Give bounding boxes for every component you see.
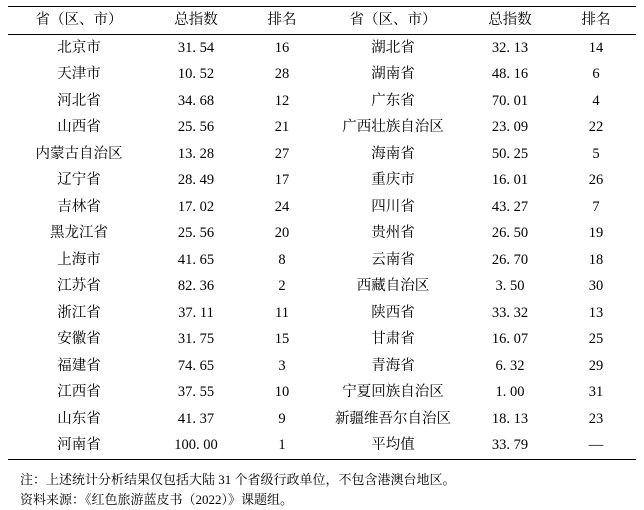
rank-cell: 22 [588, 119, 604, 135]
rank-cell: 20 [274, 225, 290, 241]
index-cell: 25. 56 [177, 225, 215, 241]
province-cell: 福建省 [57, 357, 101, 374]
table-row [8, 141, 636, 168]
index-cell: 34. 68 [177, 92, 215, 109]
province-cell: 湖北省 [371, 39, 415, 56]
province-cell: 黑龙江省 [50, 225, 108, 241]
table-row [8, 247, 636, 274]
index-cell: 23. 09 [491, 119, 529, 135]
province-cell: 安徽省 [57, 331, 101, 347]
table-row [8, 34, 636, 61]
rank-cell: 1 [242, 432, 322, 459]
province-cell: 山西省 [57, 119, 101, 135]
index-cell: 37. 11 [178, 304, 214, 321]
index-cell: 41. 37 [177, 410, 215, 427]
table-row [8, 300, 636, 327]
index-cell: 13. 28 [177, 145, 215, 162]
rank-cell: 5 [592, 145, 600, 162]
index-cell: 48. 16 [491, 66, 529, 82]
rank-cell: 6 [592, 66, 600, 82]
province-cell: 海南省 [371, 145, 415, 162]
rank-cell: 24 [274, 198, 290, 215]
province-cell: 广西壮族自治区 [342, 119, 444, 135]
province-cell: 江西省 [57, 384, 101, 400]
rank-cell: 16 [274, 39, 290, 56]
province-cell: 甘肃省 [371, 331, 415, 347]
province-cell: 宁夏回族自治区 [342, 384, 444, 400]
province-cell: 内蒙古自治区 [35, 145, 123, 162]
index-cell: 17. 02 [177, 198, 215, 215]
rank-cell: 10 [274, 384, 290, 400]
table-row [8, 61, 636, 88]
rank-cell: 3 [278, 357, 286, 374]
province-cell: 陕西省 [371, 304, 415, 321]
rank-cell: 9 [278, 410, 286, 427]
rank-cell: 15 [274, 331, 290, 347]
province-cell: 天津市 [57, 66, 101, 82]
table-row [8, 220, 636, 247]
rank-cell: — [556, 432, 636, 459]
rank-cell: 23 [588, 410, 604, 427]
province-cell: 湖南省 [371, 66, 415, 82]
index-cell: 43. 27 [491, 198, 529, 215]
rank-cell: 29 [588, 357, 604, 374]
rank-cell: 31 [588, 384, 604, 400]
rank-cell: 12 [274, 92, 290, 109]
index-cell: 6. 32 [495, 357, 525, 374]
index-cell: 31. 75 [177, 331, 215, 347]
province-cell: 河北省 [57, 92, 101, 109]
index-cell: 74. 65 [177, 357, 215, 374]
table-row [8, 379, 636, 406]
column-header: 省（区、市） [8, 7, 150, 35]
table-row [8, 194, 636, 221]
index-cell: 18. 13 [491, 410, 529, 427]
source-text: 资料来源：《红色旅游蓝皮书（2022）》课题组。 [20, 491, 294, 507]
rank-cell: 30 [588, 278, 604, 294]
province-cell: 平均值 [322, 432, 464, 459]
table-row [8, 432, 636, 459]
province-cell: 上海市 [57, 251, 101, 268]
index-cell: 37. 55 [177, 384, 215, 400]
index-cell: 26. 50 [491, 225, 529, 241]
province-cell: 青海省 [371, 357, 415, 374]
table-row [8, 326, 636, 353]
index-cell: 28. 49 [177, 172, 215, 188]
index-cell: 33. 79 [464, 432, 556, 459]
index-cell: 26. 70 [491, 251, 529, 268]
index-cell: 3. 50 [495, 278, 525, 294]
table-notes [8, 470, 636, 510]
province-cell: 山东省 [57, 410, 101, 427]
province-cell: 新疆维吾尔自治区 [335, 410, 451, 427]
index-cell: 100. 00 [150, 432, 242, 459]
index-cell: 41. 65 [177, 251, 215, 268]
province-cell: 辽宁省 [57, 172, 101, 188]
rank-cell: 26 [588, 172, 604, 188]
rank-cell: 21 [274, 119, 290, 135]
rank-cell: 13 [588, 304, 604, 321]
province-cell: 贵州省 [371, 225, 415, 241]
table-row [8, 88, 636, 115]
column-header: 总指数 [150, 7, 242, 35]
rank-cell: 7 [592, 198, 600, 215]
table-row [8, 167, 636, 194]
table-row [8, 273, 636, 300]
province-cell: 云南省 [371, 251, 415, 268]
province-cell: 北京市 [57, 39, 101, 56]
index-cell: 82. 36 [177, 278, 215, 294]
table-row [8, 114, 636, 141]
index-cell: 50. 25 [491, 145, 529, 162]
table-row [8, 406, 636, 433]
table-row [8, 353, 636, 380]
rank-cell: 2 [278, 278, 286, 294]
column-header: 排名 [556, 7, 636, 35]
index-cell: 33. 32 [491, 304, 529, 321]
province-cell: 重庆市 [371, 172, 415, 188]
province-cell: 西藏自治区 [356, 278, 430, 294]
column-header: 总指数 [464, 7, 556, 35]
province-cell: 四川省 [371, 198, 415, 215]
rank-cell: 27 [274, 145, 290, 162]
index-cell: 16. 07 [491, 331, 529, 347]
province-cell: 河南省 [8, 432, 150, 459]
rank-cell: 8 [278, 251, 286, 268]
index-cell: 10. 52 [177, 66, 215, 82]
column-header: 省（区、市） [322, 7, 464, 35]
rank-cell: 11 [275, 304, 289, 321]
rank-cell: 28 [274, 66, 290, 82]
index-cell: 25. 56 [177, 119, 215, 135]
table-header-row [8, 7, 636, 35]
province-cell: 吉林省 [57, 198, 101, 215]
rank-cell: 4 [592, 92, 600, 109]
index-cell: 16. 01 [491, 172, 529, 188]
index-cell: 31. 54 [177, 39, 215, 56]
rank-cell: 14 [588, 39, 604, 56]
index-cell: 70. 01 [491, 92, 529, 109]
column-header: 排名 [242, 7, 322, 35]
rank-cell: 17 [274, 172, 290, 188]
rank-cell: 18 [588, 251, 604, 268]
province-cell: 浙江省 [57, 304, 101, 321]
province-cell: 江苏省 [57, 278, 101, 294]
rank-cell: 25 [588, 331, 604, 347]
index-cell: 32. 13 [491, 39, 529, 56]
note-text: 注：上述统计分析结果仅包括大陆 31 个省级行政单位，不包含港澳台地区。 [20, 471, 456, 487]
index-cell: 1. 00 [495, 384, 525, 400]
province-cell: 广东省 [371, 92, 415, 109]
red-tourism-index-table [8, 6, 636, 460]
rank-cell: 19 [588, 225, 604, 241]
